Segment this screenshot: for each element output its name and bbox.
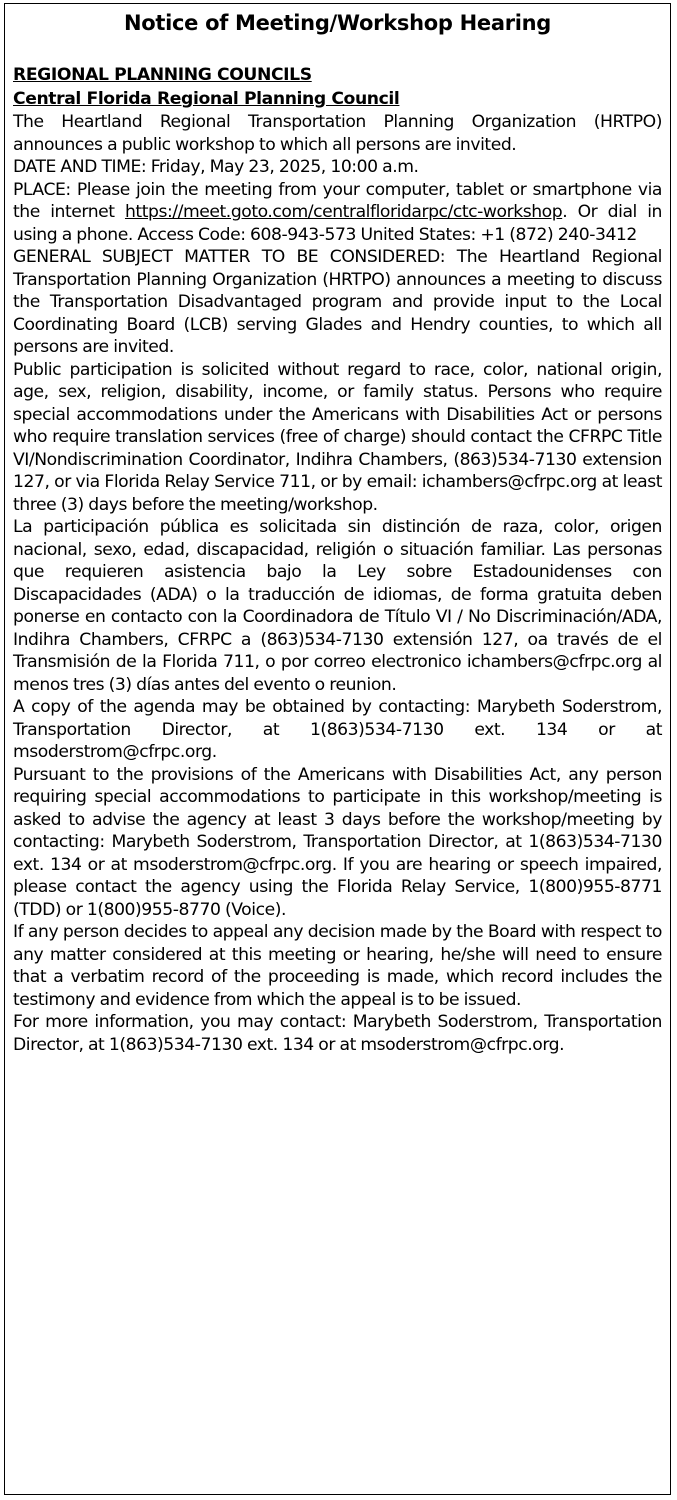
section-heading: REGIONAL PLANNING COUNCILS [13,65,312,85]
notice-title: Notice of Meeting/Workshop Hearing [123,11,552,35]
meeting-link[interactable]: https://meet.goto.com/centralfloridarpc/ctc-workshop [124,202,563,222]
contact-paragraph: For more information, you may contact: Marybeth Soderstrom, Transportation Director, at 1(863)534-7130 ext. 134 or at msoderstrom@cfrpc.org. [13,1012,662,1055]
agenda-paragraph: A copy of the agenda may be obtained by contacting: Marybeth Soderstrom, Transportation Director, at 1(863)534-7130 ext. 134 or at msoderstrom@cfrpc.org. [13,697,662,762]
date-time-paragraph: DATE AND TIME: Friday, May 23, 2025, 10:00 a.m. [13,157,419,177]
participation-spanish-paragraph: La participación pública es solicitada sin distinción de raza, color, origen nacional, sexo, edad, discapacidad, religión o situación familiar. Las personas que requieren asistencia bajo la Ley sobre Estadounidenses con Discapacidades (ADA) o la traducción de idiomas, de forma gratuita deben ponerse en contacto con la Coordinadora de Título VI / No Discriminación/ADA, Indihra Chambers, CFRPC a (863)534-7130 extensión 127, oa través de el Transmisión de la Florida 711, o por correo electronico ichambers@cfrpc.org al menos tres (3) días antes del evento o reunion. [13,517,662,695]
meeting-notice [4,3,671,1495]
subject-paragraph: GENERAL SUBJECT MATTER TO BE CONSIDERED: The Heartland Regional Transportation Planning Organization (HRTPO) announces a meeting to discuss the Transportation Disadvantaged program and provide input to the Local Coordinating Board (LCB) serving Glades and Hendry counties, to which all persons are invited. [13,247,662,357]
place-paragraph [13,179,662,247]
ada-paragraph: Pursuant to the provisions of the Americans with Disabilities Act, any person requiring special accommodations to participate in this workshop/meeting is asked to advise the agency at least 3 days before the workshop/meeting by contacting: Marybeth Soderstrom, Transportation Director, at 1(863)534-7130 ext. 134 or at msoderstrom@cfrpc.org. If you are hearing or speech impaired, please contact the agency using the Florida Relay Service, 1(800)955-8771 (TDD) or 1(800)955-8770 (Voice). [13,764,662,920]
participation-english-paragraph: Public participation is solicited without regard to race, color, national origin, age, sex, religion, disability, income, or family status. Persons who require special accommodations under the Americans with Disabilities Act or persons who require translation services (free of charge) should contact the CFRPC Title VI/Nondiscrimination Coordinator, Indihra Chambers, (863)534-7130 extension 127, or via Florida Relay Service 711, or by email: ichambers@cfrpc.org at least three (3) days before the meeting/workshop. [13,359,662,515]
council-heading: Central Florida Regional Planning Council [13,89,400,109]
appeal-paragraph: If any person decides to appeal any decision made by the Board with respect to any matter considered at this meeting or hearing, he/she will need to ensure that a verbatim record of the proceeding is made, which record includes the testimony and evidence from which the appeal is to be issued. [13,922,662,1010]
intro-paragraph: The Heartland Regional Transportation Planning Organization (HRTPO) announces a public workshop to which all persons are invited. [13,112,662,155]
place-text-after: . Or dial in using a phone. Access Code: 608-943-573 United States: +1 (872) 240-3412 [13,202,662,245]
place-text-before: PLACE: Please join the meeting from your computer, tablet or smartphone via the internet [13,179,662,222]
